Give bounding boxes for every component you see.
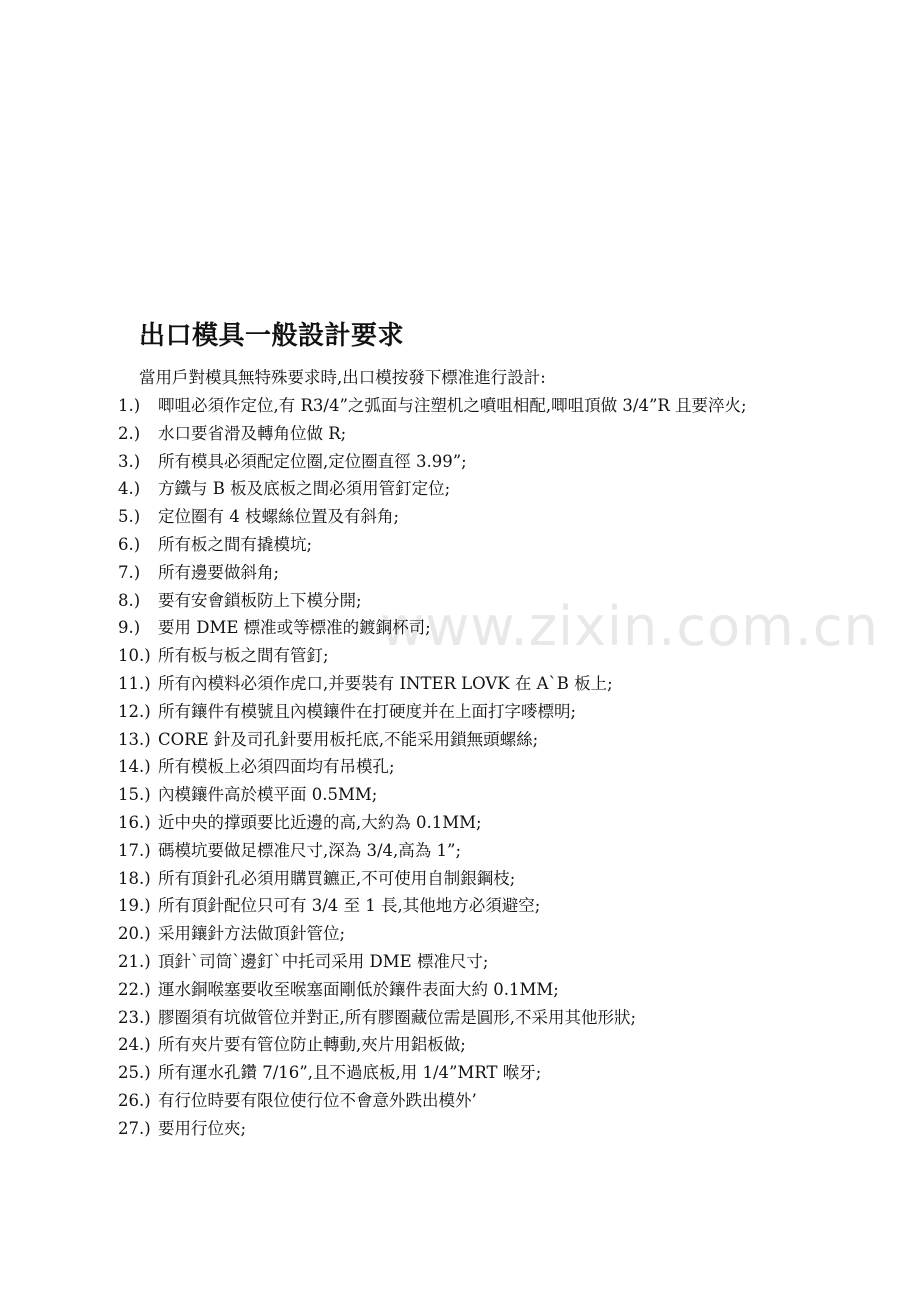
list-item-number: 21.) <box>118 951 151 971</box>
list-item <box>118 448 778 476</box>
list-item-text: 碼模坑要做足標准尺寸,深為 3/4,高為 1”; <box>158 840 462 860</box>
list-item <box>118 976 778 1004</box>
list-item-text: 膠圈須有坑做管位并對正,所有膠圈藏位需是圓形,不采用其他形狀; <box>158 1007 637 1027</box>
list-item-text: 運水銅喉塞要收至喉塞面剛低於鑲件表面大約 0.1MM; <box>158 979 559 999</box>
list-item-number: 6.) <box>118 534 141 554</box>
list-item-text: 方鐵与 B 板及底板之間必須用管釘定位; <box>158 479 451 499</box>
list-item-number: 5.) <box>118 507 141 527</box>
list-item-text: 所有板与板之間有管釘; <box>158 646 329 666</box>
list-item-number: 23.) <box>118 1007 151 1027</box>
list-item-number: 22.) <box>118 979 151 999</box>
list-item-number: 12.) <box>118 701 151 721</box>
list-item <box>118 475 778 503</box>
list-item-number: 15.) <box>118 785 151 805</box>
list-item-text: 要有安會鎖板防上下模分開; <box>158 590 362 610</box>
list-item-number: 24.) <box>118 1035 151 1055</box>
intro-paragraph: 當用戶對模具無特殊要求時,出口模按發下標准進行設計: <box>139 368 546 387</box>
list-item-text: 要用行位夾; <box>158 1118 247 1138</box>
list-item-number: 10.) <box>118 646 151 666</box>
list-item-text: 所有邊要做斜角; <box>158 562 280 582</box>
list-item-number: 26.) <box>118 1090 151 1110</box>
list-item-text: 要用 DME 標准或等標准的鍍銅杯司; <box>158 618 431 638</box>
list-item-number: 4.) <box>118 479 141 499</box>
list-item-text: 定位圈有 4 枝螺絲位置及有斜角; <box>158 507 400 527</box>
list-item <box>118 503 778 531</box>
list-item <box>118 920 778 948</box>
watermark: www.zixin.com.cn <box>380 595 879 658</box>
list-item-number: 17.) <box>118 840 151 860</box>
list-item <box>118 531 778 559</box>
list-item-number: 25.) <box>118 1063 151 1083</box>
list-item <box>118 587 778 615</box>
document-title: 出口模具一般設計要求 <box>139 321 405 351</box>
list-item-number: 20.) <box>118 924 151 944</box>
list-item <box>118 948 778 976</box>
list-item-text: 近中央的撑頭要比近邊的高,大約為 0.1MM; <box>158 812 482 832</box>
list-item <box>118 1087 778 1115</box>
list-item-text: 所有夾片要有管位防止轉動,夾片用鋁板做; <box>158 1035 466 1055</box>
list-item <box>118 726 778 754</box>
list-item <box>118 837 778 865</box>
list-item-text: 唧咀必須作定位,有 R3/4”之弧面与注塑机之噴咀相配,唧咀頂做 3/4”R 且要淬火; <box>158 396 747 415</box>
list-item-text: CORE 針及司孔針要用板托底,不能采用鎖無頭螺絲; <box>158 729 539 749</box>
list-item-text: 所有頂針孔必須用購買鑣正,不可使用自制銀鋼枝; <box>158 868 516 888</box>
list-item <box>118 420 778 448</box>
list-item <box>118 1031 778 1059</box>
list-item-number: 9.) <box>118 618 141 638</box>
list-item <box>118 1059 778 1087</box>
list-item-text: 所有模板上必須四面均有吊模孔; <box>158 757 395 777</box>
list-item <box>118 781 778 809</box>
list-item <box>118 698 778 726</box>
list-item-text: 頂針`司筒`邊釘`中托司采用 DME 標准尺寸; <box>158 951 489 971</box>
list-item-text: 所有板之間有撬模坑; <box>158 534 313 554</box>
list-item <box>118 392 778 420</box>
list-item <box>118 1115 778 1143</box>
list-item-number: 13.) <box>118 729 151 749</box>
list-item <box>118 753 778 781</box>
list-item-text: 內模鑲件高於模平面 0.5MM; <box>158 785 378 805</box>
requirements-list <box>118 392 778 1143</box>
list-item-number: 27.) <box>118 1118 151 1138</box>
list-item-number: 18.) <box>118 868 151 888</box>
list-item-number: 1.) <box>118 396 141 415</box>
list-item-text: 所有模具必須配定位圈,定位圈直徑 3.99”; <box>158 451 467 471</box>
list-item-number: 3.) <box>118 451 141 471</box>
list-item <box>118 809 778 837</box>
list-item-text: 所有鑲件有模號且內模鑲件在打硬度并在上面打字嘜標明; <box>158 701 577 721</box>
list-item-number: 7.) <box>118 562 141 582</box>
list-item-number: 8.) <box>118 590 141 610</box>
list-item-text: 水口要省滑及轉角位做 R; <box>158 423 347 443</box>
list-item-text: 所有內模料必須作虎口,并要裝有 INTER LOVK 在 A`B 板上; <box>158 673 613 693</box>
list-item-text: 采用鑲針方法做頂針管位; <box>158 924 346 944</box>
list-item-number: 14.) <box>118 757 151 777</box>
list-item-number: 2.) <box>118 423 141 443</box>
list-item-text: 所有運水孔鑽 7/16”,且不過底板,用 1/4”MRT 喉牙; <box>158 1063 542 1083</box>
list-item-text: 有行位時要有限位使行位不會意外跌出模外’ <box>158 1090 477 1110</box>
list-item-text: 所有頂針配位只可有 3/4 至 1 長,其他地方必須避空; <box>158 896 541 916</box>
list-item <box>118 1004 778 1032</box>
list-item <box>118 865 778 893</box>
list-item <box>118 642 778 670</box>
list-item <box>118 670 778 698</box>
list-item-number: 16.) <box>118 812 151 832</box>
list-item-number: 11.) <box>118 673 151 693</box>
list-item <box>118 614 778 642</box>
list-item-number: 19.) <box>118 896 151 916</box>
list-item <box>118 892 778 920</box>
list-item <box>118 559 778 587</box>
